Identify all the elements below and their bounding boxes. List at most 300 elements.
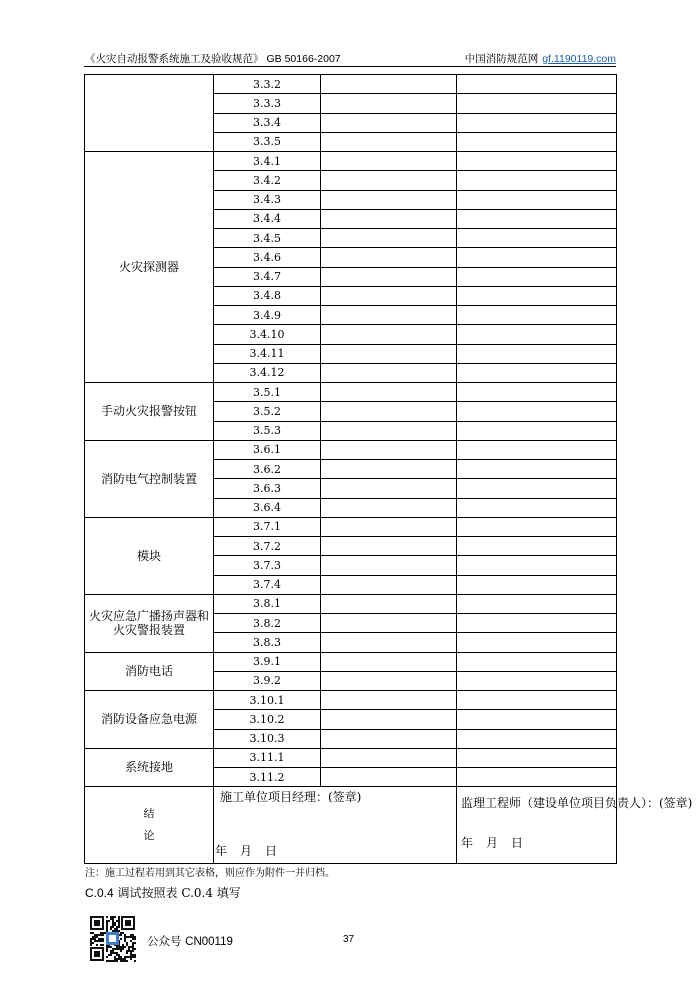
qr-module	[124, 960, 126, 962]
qr-module	[130, 958, 132, 960]
supervisor-signature-label: 监理工程师（建设单位项目负责人）：(签章)	[461, 796, 693, 811]
remark-cell[interactable]	[457, 402, 617, 421]
check-result-cell[interactable]	[321, 594, 457, 613]
qr-module	[112, 922, 114, 924]
check-result-cell[interactable]	[321, 402, 457, 421]
qr-module	[118, 956, 120, 958]
table-row	[85, 748, 617, 767]
qr-module	[126, 942, 128, 944]
remark-cell[interactable]	[457, 113, 617, 132]
qr-module	[130, 956, 132, 958]
remark-cell[interactable]	[457, 94, 617, 113]
qr-module	[106, 922, 108, 924]
qr-module	[114, 952, 116, 954]
remark-cell[interactable]	[457, 517, 617, 536]
qr-module	[132, 954, 134, 956]
check-result-cell[interactable]	[321, 479, 457, 498]
qr-module	[130, 936, 132, 938]
clause-number-cell: 3.7.3	[214, 556, 321, 575]
check-result-cell[interactable]	[321, 556, 457, 575]
qr-module	[122, 960, 124, 962]
qr-module	[92, 942, 94, 944]
clause-number-cell: 3.6.1	[214, 440, 321, 459]
clause-number-cell: 3.4.3	[214, 190, 321, 209]
qr-module	[90, 932, 92, 934]
qr-module	[128, 956, 130, 958]
qr-module	[126, 950, 128, 952]
qr-module	[132, 938, 134, 940]
qr-module	[128, 948, 130, 950]
category-cell: 模块	[85, 517, 214, 594]
qr-module	[116, 952, 118, 954]
remark-cell[interactable]	[457, 248, 617, 267]
table-note: 注：施工过程若用到其它表格，则应作为附件一并归档。	[85, 868, 335, 879]
check-result-cell[interactable]	[321, 710, 457, 729]
qr-module	[110, 928, 112, 930]
remark-cell[interactable]	[457, 460, 617, 479]
check-result-cell[interactable]	[321, 286, 457, 305]
qr-module	[134, 948, 136, 950]
qr-module	[92, 932, 94, 934]
remark-cell[interactable]	[457, 229, 617, 248]
category-cell: 消防电话	[85, 652, 214, 691]
qr-module	[102, 934, 104, 936]
qr-module	[120, 950, 122, 952]
qr-module	[106, 924, 108, 926]
qr-module	[118, 918, 120, 920]
clause-number-cell: 3.4.2	[214, 171, 321, 190]
check-result-cell[interactable]	[321, 383, 457, 402]
clause-number-cell: 3.10.1	[214, 691, 321, 710]
qr-module	[114, 924, 116, 926]
qr-module	[106, 950, 108, 952]
qr-module	[108, 960, 110, 962]
remark-cell[interactable]	[457, 152, 617, 171]
qr-module	[120, 938, 122, 940]
qr-module	[116, 930, 118, 932]
header-rule	[84, 66, 616, 67]
qr-module	[112, 952, 114, 954]
remark-cell[interactable]	[457, 267, 617, 286]
check-result-cell[interactable]	[321, 325, 457, 344]
qr-module	[106, 926, 108, 928]
category-cell	[85, 75, 214, 152]
qr-module	[132, 934, 134, 936]
table-row	[85, 440, 617, 459]
check-result-cell[interactable]	[321, 132, 457, 151]
qr-module	[100, 944, 102, 946]
qr-module	[102, 944, 104, 946]
qr-module	[116, 954, 118, 956]
qr-module	[112, 918, 114, 920]
supervisor-date: 年 月 日	[461, 835, 524, 850]
qr-module	[122, 958, 124, 960]
clause-number-cell: 3.9.2	[214, 671, 321, 690]
qr-module	[128, 936, 130, 938]
qr-module	[124, 946, 126, 948]
qr-module	[134, 942, 136, 944]
remark-cell[interactable]	[457, 498, 617, 517]
qr-module	[90, 942, 92, 944]
check-result-cell[interactable]	[321, 691, 457, 710]
clause-number-cell: 3.4.10	[214, 325, 321, 344]
qr-module	[120, 960, 122, 962]
qr-module	[118, 926, 120, 928]
qr-module	[134, 936, 136, 938]
remark-cell[interactable]	[457, 132, 617, 151]
qr-module	[126, 944, 128, 946]
qr-module	[106, 956, 108, 958]
qr-module	[110, 946, 112, 948]
remark-cell[interactable]	[457, 671, 617, 690]
qr-module	[106, 928, 108, 930]
qr-module	[100, 938, 102, 940]
qr-module	[90, 938, 92, 940]
qr-module	[112, 960, 114, 962]
qr-module	[116, 948, 118, 950]
clause-number-cell: 3.11.1	[214, 748, 321, 767]
check-result-cell[interactable]	[321, 537, 457, 556]
qr-module	[110, 952, 112, 954]
remark-cell[interactable]	[457, 344, 617, 363]
remark-cell[interactable]	[457, 575, 617, 594]
clause-number-cell: 3.3.4	[214, 113, 321, 132]
check-result-cell[interactable]	[321, 190, 457, 209]
table-body	[85, 75, 617, 787]
clause-number-cell: 3.4.12	[214, 363, 321, 382]
qr-module	[118, 954, 120, 956]
qr-module	[130, 952, 132, 954]
qr-module	[114, 928, 116, 930]
qr-module	[130, 940, 132, 942]
qr-module	[96, 940, 98, 942]
qr-module	[116, 946, 118, 948]
remark-cell[interactable]	[457, 306, 617, 325]
qr-module	[106, 960, 108, 962]
qr-module	[94, 938, 96, 940]
qr-module	[130, 950, 132, 952]
clause-number-cell: 3.11.2	[214, 768, 321, 787]
check-result-cell[interactable]	[321, 209, 457, 228]
qr-module	[114, 960, 116, 962]
qr-module	[118, 930, 120, 932]
qr-module	[110, 916, 112, 918]
qr-module	[124, 940, 126, 942]
category-cell: 系统接地	[85, 748, 214, 787]
check-result-cell[interactable]	[321, 440, 457, 459]
qr-module	[118, 924, 120, 926]
qr-module	[114, 916, 116, 918]
check-result-cell[interactable]	[321, 652, 457, 671]
qr-code-image	[89, 915, 136, 962]
qr-module	[100, 932, 102, 934]
remark-cell[interactable]	[457, 209, 617, 228]
contractor-date: 年 月 日	[215, 843, 278, 858]
category-cell: 消防电气控制装置	[85, 440, 214, 517]
check-result-cell[interactable]	[321, 460, 457, 479]
clause-number-cell: 3.3.3	[214, 94, 321, 113]
qr-module	[94, 936, 96, 938]
qr-module	[122, 946, 124, 948]
inspection-table	[84, 74, 693, 864]
check-result-cell[interactable]	[321, 248, 457, 267]
site-name: 中国消防规范网	[464, 53, 539, 65]
qr-module	[130, 946, 132, 948]
qr-module	[96, 944, 98, 946]
qr-module	[100, 940, 102, 942]
clause-number-cell: 3.4.8	[214, 286, 321, 305]
check-result-cell[interactable]	[321, 517, 457, 536]
remark-cell[interactable]	[457, 171, 617, 190]
clause-number-cell: 3.3.2	[214, 75, 321, 94]
qr-module	[116, 958, 118, 960]
qr-module	[120, 934, 122, 936]
wechat-account	[147, 933, 233, 949]
check-result-cell[interactable]	[321, 229, 457, 248]
remark-cell[interactable]	[457, 768, 617, 787]
account-id: CN00119	[185, 936, 233, 948]
remark-cell[interactable]	[457, 537, 617, 556]
account-label: 公众号	[147, 934, 186, 948]
remark-cell[interactable]	[457, 286, 617, 305]
clause-number-cell: 3.5.1	[214, 383, 321, 402]
remark-cell[interactable]	[457, 652, 617, 671]
clause-number-cell: 3.8.1	[214, 594, 321, 613]
qr-module	[90, 944, 92, 946]
check-result-cell[interactable]	[321, 768, 457, 787]
category-cell: 火灾探测器	[85, 152, 214, 383]
qr-module	[134, 960, 136, 962]
table-row	[85, 652, 617, 671]
clause-number-cell: 3.4.5	[214, 229, 321, 248]
remark-cell[interactable]	[457, 325, 617, 344]
qr-module	[102, 938, 104, 940]
qr-module	[122, 948, 124, 950]
clause-number-cell: 3.6.3	[214, 479, 321, 498]
qr-module	[134, 954, 136, 956]
qr-module	[110, 918, 112, 920]
clause-number-cell: 3.10.3	[214, 729, 321, 748]
qr-module	[110, 960, 112, 962]
qr-module	[126, 956, 128, 958]
qr-module	[124, 936, 126, 938]
check-result-cell[interactable]	[321, 633, 457, 652]
qr-module	[118, 958, 120, 960]
qr-module	[98, 938, 100, 940]
qr-module	[120, 956, 122, 958]
qr-module	[112, 916, 114, 918]
instruction-id: C.0.4	[85, 886, 114, 900]
remark-cell[interactable]	[457, 383, 617, 402]
qr-module	[108, 920, 110, 922]
table-row	[85, 383, 617, 402]
qr-module	[126, 960, 128, 962]
qr-module	[94, 940, 96, 942]
clause-number-cell: 3.7.4	[214, 575, 321, 594]
clause-number-cell: 3.5.3	[214, 421, 321, 440]
qr-module	[122, 932, 124, 934]
category-cell: 火灾应急广播扬声器和火灾警报装置	[85, 594, 214, 652]
qr-module	[132, 948, 134, 950]
qr-module	[106, 930, 108, 932]
remark-cell[interactable]	[457, 363, 617, 382]
category-cell: 消防设备应急电源	[85, 691, 214, 749]
check-result-cell[interactable]	[321, 671, 457, 690]
remark-cell[interactable]	[457, 190, 617, 209]
check-result-cell[interactable]	[321, 614, 457, 633]
qr-module	[130, 954, 132, 956]
standard-code: GB 50166-2007	[266, 53, 341, 65]
clause-number-cell: 3.4.4	[214, 209, 321, 228]
qr-module	[112, 930, 114, 932]
clause-number-cell: 3.3.5	[214, 132, 321, 151]
remark-cell[interactable]	[457, 710, 617, 729]
conclusion-label-1: 结	[143, 807, 155, 821]
qr-module	[114, 922, 116, 924]
table-row	[85, 594, 617, 613]
table-row	[85, 152, 617, 171]
page-header	[85, 52, 616, 66]
qr-module	[122, 944, 124, 946]
qr-module	[110, 926, 112, 928]
site-link[interactable]: gf.1190119.com	[542, 53, 616, 65]
table-row	[85, 691, 617, 710]
site-credit	[465, 52, 616, 66]
qr-module	[126, 952, 128, 954]
qr-module	[120, 958, 122, 960]
check-result-cell[interactable]	[321, 748, 457, 767]
clause-number-cell: 3.8.2	[214, 614, 321, 633]
conclusion-row	[85, 787, 617, 864]
qr-module	[96, 934, 98, 936]
qr-module	[90, 940, 92, 942]
qr-module	[124, 934, 126, 936]
remark-cell[interactable]	[457, 729, 617, 748]
clause-number-cell: 3.4.1	[214, 152, 321, 171]
remark-cell[interactable]	[457, 594, 617, 613]
check-result-cell[interactable]	[321, 171, 457, 190]
qr-module	[116, 926, 118, 928]
qr-module	[134, 938, 136, 940]
qr-module	[118, 920, 120, 922]
qr-module	[134, 956, 136, 958]
qr-module	[116, 920, 118, 922]
qr-module	[102, 932, 104, 934]
clause-number-cell: 3.7.1	[214, 517, 321, 536]
qr-module	[104, 932, 106, 934]
check-result-cell[interactable]	[321, 75, 457, 94]
remark-cell[interactable]	[457, 633, 617, 652]
clause-number-cell: 3.6.4	[214, 498, 321, 517]
qr-module	[112, 924, 114, 926]
qr-module	[118, 916, 120, 918]
remark-cell[interactable]	[457, 691, 617, 710]
remark-cell[interactable]	[457, 75, 617, 94]
remark-cell[interactable]	[457, 614, 617, 633]
qr-module	[128, 950, 130, 952]
remark-cell[interactable]	[457, 748, 617, 767]
conclusion-section	[85, 787, 693, 864]
remark-cell[interactable]	[457, 479, 617, 498]
qr-module	[92, 938, 94, 940]
qr-module	[94, 934, 96, 936]
qr-module	[118, 922, 120, 924]
contractor-signature-cell	[214, 787, 457, 864]
conclusion-label	[85, 787, 214, 864]
check-result-cell[interactable]	[321, 306, 457, 325]
check-result-cell[interactable]	[321, 363, 457, 382]
qr-module	[106, 948, 108, 950]
qr-module	[132, 946, 134, 948]
qr-module	[116, 928, 118, 930]
instruction-line	[85, 884, 241, 901]
clause-number-cell: 3.5.2	[214, 402, 321, 421]
qr-module	[132, 942, 134, 944]
clause-number-cell: 3.4.6	[214, 248, 321, 267]
document-title	[85, 52, 341, 66]
qr-module	[92, 936, 94, 938]
conclusion-label-2: 论	[143, 829, 155, 843]
check-result-cell[interactable]	[321, 498, 457, 517]
qr-module	[102, 940, 104, 942]
check-result-cell[interactable]	[321, 113, 457, 132]
remark-cell[interactable]	[457, 440, 617, 459]
qr-module	[114, 930, 116, 932]
qr-module	[108, 954, 110, 956]
qr-module	[124, 958, 126, 960]
qr-module	[114, 956, 116, 958]
remark-cell[interactable]	[457, 421, 617, 440]
check-result-cell[interactable]	[321, 267, 457, 286]
check-result-cell[interactable]	[321, 152, 457, 171]
clause-number-cell: 3.4.9	[214, 306, 321, 325]
qr-module	[106, 916, 108, 918]
qr-module	[112, 948, 114, 950]
check-result-cell[interactable]	[321, 421, 457, 440]
qr-module	[114, 948, 116, 950]
qr-module	[98, 940, 100, 942]
check-result-cell[interactable]	[321, 94, 457, 113]
qr-module	[132, 950, 134, 952]
remark-cell[interactable]	[457, 556, 617, 575]
clause-number-cell: 3.6.2	[214, 460, 321, 479]
qr-module	[128, 946, 130, 948]
check-result-cell[interactable]	[321, 575, 457, 594]
qr-module	[112, 950, 114, 952]
qr-module	[124, 956, 126, 958]
qr-module	[120, 932, 122, 934]
qr-module	[116, 960, 118, 962]
supervisor-signature-cell	[457, 787, 693, 864]
qr-module	[112, 926, 114, 928]
qr-module	[100, 934, 102, 936]
qr-module	[112, 920, 114, 922]
qr-module	[132, 944, 134, 946]
qr-module	[110, 950, 112, 952]
qr-module	[126, 936, 128, 938]
qr-module	[132, 936, 134, 938]
qr-module	[130, 934, 132, 936]
check-result-cell[interactable]	[321, 344, 457, 363]
clause-number-cell: 3.7.2	[214, 537, 321, 556]
instruction-text: 调试按照表 C.0.4 填写	[113, 886, 241, 900]
check-result-cell[interactable]	[321, 729, 457, 748]
qr-module	[98, 934, 100, 936]
title-text: 《火灾自动报警系统施工及验收规范》	[85, 53, 264, 65]
qr-module	[106, 946, 108, 948]
qr-module	[124, 938, 126, 940]
clause-number-cell: 3.9.1	[214, 652, 321, 671]
